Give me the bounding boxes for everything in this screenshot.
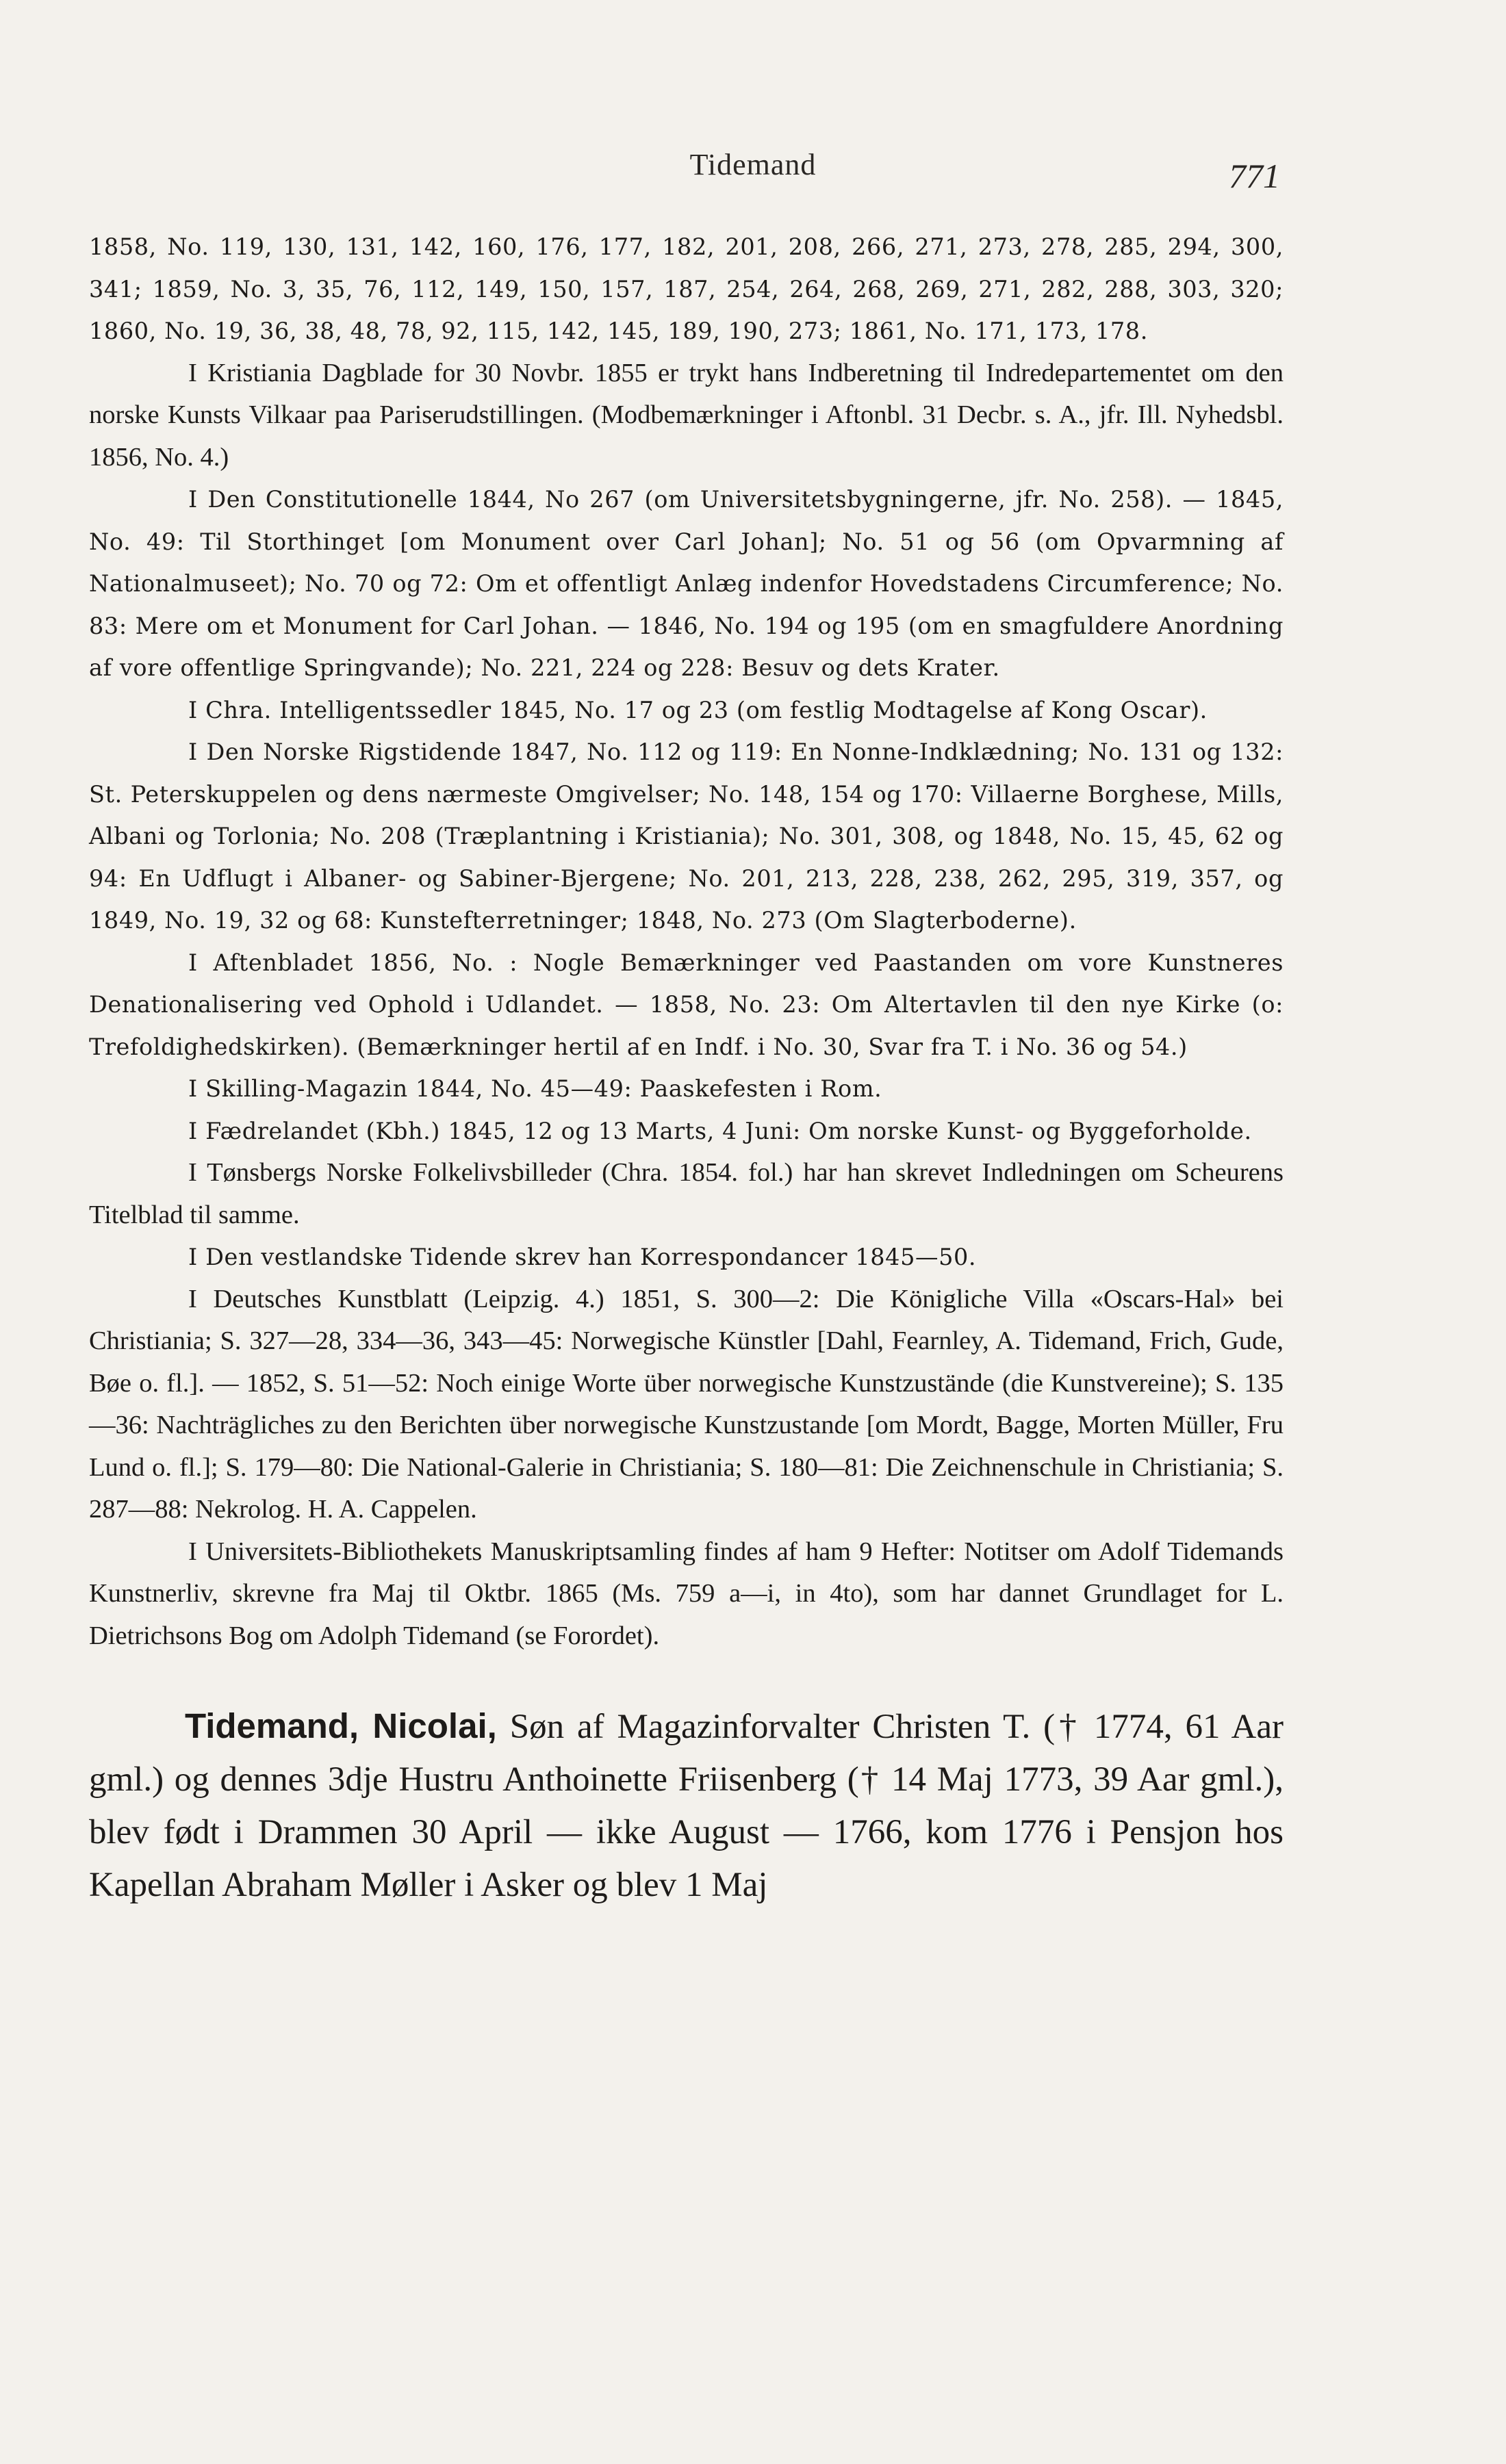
body-text [89, 226, 1284, 1947]
entry-text: Søn af Magazinforvalter Christen T. († 1774, 61 Aar gml.) og dennes 3dje Hustru Anthoinette Friisenberg († 14 Maj 1773, 39 Aar gml.), blev født i Drammen 30 April — ikke August — 1766, kom 1776 i Pensjon hos Kapellan Abraham Møller i Asker og blev 1 Maj [89, 1708, 1284, 1904]
paragraph-dagblade: I Kristiania Dagblade for 30 Novbr. 1855 er trykt hans Indberetning til Indredepartementet om den norske Kunsts Vilkaar paa Pariserudstillingen. (Modbemærkninger i Aftonbl. 31 Decbr. s. A., jfr. Ill. Nyhedsbl. 1856, No. 4.) [89, 358, 1284, 472]
paragraph-intelligentssedler: I Chra. Intelligentssedler 1845, No. 17 og 23 (om festlig Modtagelse af Kong Oscar). [188, 696, 1208, 723]
paragraph-constitutionelle: I Den Constitutionelle 1844, No 267 (om Universitetsbygningerne, jfr. No. 258). — 1845, No. 49: Til Storthinget [om Monument over Carl Johan]; No. 51 og 56 (om Opvarmning af Nationalmuseet); No. 70 og 72: Om et offentligt Anlæg indenfor Hovedstadens Circumference; No. 83: Mere om et Monument for Carl Johan. — 1846, No. 194 og 195 (om en smagfuldere Anordning af vore offentlige Springvande); No. 221, 224 og 228: Besuv og dets Krater. [89, 486, 1284, 681]
main-entry [89, 1699, 1284, 1912]
paragraph-skilling-magazin: I Skilling-Magazin 1844, No. 45—49: Paaskefesten i Rom. [188, 1075, 882, 1102]
page-number: 771 [1229, 157, 1280, 195]
paragraph-vestlandske-tidende: I Den vestlandske Tidende skrev han Korrespondancer 1845—50. [188, 1244, 977, 1270]
paragraph-aftenbladet: I Aftenbladet 1856, No. : Nogle Bemærkninger ved Paastanden om vore Kunstneres Denationalisering ved Ophold i Udlandet. — 1858, No. 23: Om Altertavlen til den nye Kirke (o: Trefoldighedskirken). (Bemærkninger hertil af en Indf. i No. 30, Svar fra T. i No. 36 og 54.) [89, 949, 1284, 1060]
paragraph-manuskriptsamling: I Universitets-Bibliothekets Manuskriptsamling findes af ham 9 Hefter: Notitser om Adolf Tidemands Kunstnerliv, skrevne fra Maj til Oktbr. 1865 (Ms. 759 a—i, in 4to), som har dannet Grundlaget for L. Dietrichsons Bog om Adolph Tidemand (se Forordet). [89, 1537, 1284, 1650]
paragraph-kunstblatt: I Deutsches Kunstblatt (Leipzig. 4.) 1851, S. 300—2: Die Königliche Villa «Oscars-Hal» bei Christiania; S. 327—28, 334—36, 343—45: Norwegische Künstler [Dahl, Fearnley, A. Tidemand, Frich, Gude, Bøe o. fl.]. — 1852, S. 51—52: Noch einige Worte über norwegische Kunstzustände (die Kunstvereine); S. 135—36: Nachträgliches zu den Berichten über norwegische Kunstzustande [om Mordt, Bagge, Morten Müller, Fru Lund o. fl.]; S. 179—80: Die National-Galerie in Christiania; S. 180—81: Die Zeichnenschule in Christiania; S. 287—88: Nekrolog. H. A. Cappelen. [89, 1284, 1284, 1524]
reference-list-1858-1861: 1858, No. 119, 130, 131, 142, 160, 176, 177, 182, 201, 208, 266, 271, 273, 278, 285, 294, 300, 341; 1859, No. 3, 35, 76, 112, 149, 150, 157, 187, 254, 264, 268, 269, 271, 282, 288, 303, 320; 1860, No. 19, 36, 38, 48, 78, 92, 115, 142, 145, 189, 190, 273; 1861, No. 171, 173, 178. [89, 233, 1284, 344]
running-head: Tidemand [689, 148, 817, 181]
paragraph-rigstidende: I Den Norske Rigstidende 1847, No. 112 og 119: En Nonne-Indklædning; No. 131 og 132: St. Peterskuppelen og dens nærmeste Omgivelser; No. 148, 154 og 170: Villaerne Borghese, Mills, Albani og Torlonia; No. 208 (Træplantning i Kristiania); No. 301, 308, og 1848, No. 15, 45, 62 og 94: En Udflugt i Albaner- og Sabiner-Bjergene; No. 201, 213, 228, 238, 262, 295, 319, 357, og 1849, No. 19, 32 og 68: Kunstefterretninger; 1848, No. 273 (Om Slagterboderne). [89, 739, 1284, 934]
paragraph-folkelivsbilleder: I Tønsbergs Norske Folkelivsbilleder (Chra. 1854. fol.) har han skrevet Indledningen om Scheurens Titelblad til samme. [89, 1158, 1284, 1229]
entry-headword: Tidemand, Nicolai, [185, 1706, 497, 1745]
paragraph-faedrelandet: I Fædrelandet (Kbh.) 1845, 12 og 13 Marts, 4 Juni: Om norske Kunst- og Byggeforholde. [188, 1117, 1252, 1144]
